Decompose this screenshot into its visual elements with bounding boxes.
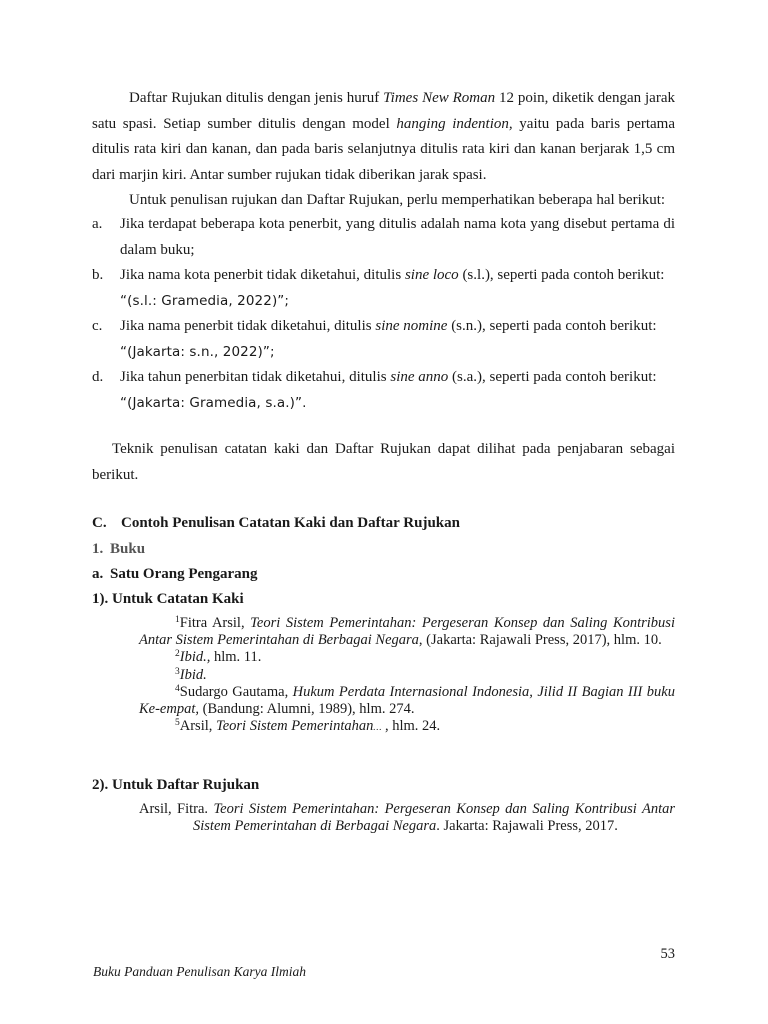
latin-term: sine nomine xyxy=(375,318,448,334)
example-quote: “(Jakarta: s.n., 2022)”; xyxy=(120,343,275,360)
book-title: Ibid., xyxy=(179,649,211,666)
section-heading-c xyxy=(92,515,460,532)
page-footer: Buku Panduan Penulisan Karya Ilmiah xyxy=(93,964,306,979)
footnote-text: , (Jakarta: Rajawali Press, 2017), hlm. 10. xyxy=(418,632,662,649)
footnote-number: 5 xyxy=(175,718,180,729)
footnote-example xyxy=(139,649,675,666)
heading-text: Satu Orang Pengarang xyxy=(110,566,258,582)
footnote-number: 1 xyxy=(175,615,180,625)
reference-author: Arsil, Fitra. xyxy=(139,801,214,817)
ellipsis: … xyxy=(373,722,382,733)
list-item xyxy=(92,212,675,263)
heading-text: Untuk Daftar Rujukan xyxy=(112,777,260,793)
footnote-number: 4 xyxy=(175,683,180,694)
rules-list xyxy=(92,212,675,416)
reference-publication: . Jakarta: Rajawali Press, 2017. xyxy=(436,818,618,835)
font-name-term: Times New Roman xyxy=(383,90,496,106)
heading-text: Buku xyxy=(110,541,146,557)
list-marker: b. xyxy=(92,267,104,283)
subsection-heading-buku xyxy=(92,541,145,558)
footnote-examples xyxy=(139,615,675,736)
latin-term: sine loco xyxy=(404,267,459,283)
book-title: Hukum Perdata Internasional Indonesia, Jilid II Bagian III buku Ke-empat, xyxy=(139,683,675,718)
intro-text: yaitu pada baris pertama ditulis rata kiri dan kanan, dan pada baris selanjutnya ditulis rata kiri dan kanan berjarak 1,5 cm dari marjin kiri. Antar sumber rujukan tidak diberikan jarak spasi. xyxy=(92,115,675,183)
intro-section xyxy=(92,86,675,214)
intro-paragraph-2: Untuk penulisan rujukan dan Daftar Rujukan, perlu memperhatikan beberapa hal berikut: xyxy=(129,192,666,208)
footnote-text: Fitra Arsil, xyxy=(179,615,251,631)
book-title: Teori Sistem Pemerintahan: Pergeseran Konsep dan Saling Kontribusi Antar Sistem Pemerintahan di Berbagai Negara xyxy=(139,615,675,649)
list-item-text: Jika tahun penerbitan tidak diketahui, ditulis xyxy=(120,369,391,385)
latin-term: sine anno xyxy=(390,369,449,385)
heading-text: Untuk Catatan Kaki xyxy=(112,591,244,607)
list-marker: a. xyxy=(92,216,103,232)
list-item-text: Jika terdapat beberapa kota penerbit, yang ditulis adalah nama kota yang disebut pertama di dalam buku; xyxy=(120,216,675,258)
book-title: Ibid. xyxy=(179,666,207,683)
footnote-text: , hlm. 24. xyxy=(381,718,441,735)
footnote-number: 3 xyxy=(175,666,180,677)
footnote-example xyxy=(139,615,675,649)
hanging-indention-term: hanging indention, xyxy=(396,115,513,132)
technique-paragraph: Teknik penulisan catatan kaki dan Daftar Rujukan dapat dilihat pada penjabaran sebagai berikut. xyxy=(92,441,675,483)
footnote-text: (Bandung: Alumni, 1989), hlm. 274. xyxy=(199,701,415,718)
subsection-heading-author xyxy=(92,566,258,583)
book-title: Teori Sistem Pemerintahan xyxy=(216,718,374,735)
footnote-number: 2 xyxy=(175,649,180,660)
heading-reference-example xyxy=(92,777,259,794)
heading-number: C. xyxy=(92,515,107,531)
reference-entry xyxy=(139,801,675,835)
list-item-text: (s.l.), seperti pada contoh berikut: xyxy=(458,267,665,283)
heading-number: a. xyxy=(92,566,104,582)
heading-number: 2). xyxy=(92,777,109,793)
intro-text: 12 poin, diketik dengan jarak satu spasi. Setiap sumber ditulis dengan model xyxy=(92,90,675,132)
list-item xyxy=(92,365,675,416)
footnote-text: Sudargo Gautama, xyxy=(179,683,293,700)
heading-footnote-example xyxy=(92,591,244,608)
list-item-text: (s.a.), seperti pada contoh berikut: xyxy=(448,369,657,385)
intro-text: Daftar Rujukan ditulis dengan jenis huruf xyxy=(129,90,384,106)
list-item-text: (s.n.), seperti pada contoh berikut: xyxy=(447,318,657,334)
list-marker: d. xyxy=(92,369,104,385)
list-item xyxy=(92,314,675,365)
heading-number: 1). xyxy=(92,591,109,607)
page-number: 53 xyxy=(660,946,675,962)
intro-paragraph-1 xyxy=(92,86,675,188)
list-marker: c. xyxy=(92,318,103,334)
footnote-example xyxy=(139,718,675,736)
list-item xyxy=(92,263,675,314)
book-title: Teori Sistem Pemerintahan: Pergeseran Konsep dan Saling Kontribusi Antar Sistem Pemerintahan di Berbagai Negara xyxy=(193,801,675,835)
footnote-text: Arsil, xyxy=(179,718,216,735)
list-item-text: Jika nama penerbit tidak diketahui, ditulis xyxy=(120,318,376,334)
footnote-example xyxy=(139,684,675,718)
heading-number: 1. xyxy=(92,541,104,557)
footnote-example xyxy=(139,667,675,684)
example-quote: “(s.l.: Gramedia, 2022)”; xyxy=(120,292,290,309)
heading-text: Contoh Penulisan Catatan Kaki dan Daftar Rujukan xyxy=(121,515,460,531)
footnote-text: hlm. 11. xyxy=(210,649,262,666)
list-item-text: Jika nama kota penerbit tidak diketahui, ditulis xyxy=(120,267,405,283)
example-quote: “(Jakarta: Gramedia, s.a.)”. xyxy=(120,394,307,411)
